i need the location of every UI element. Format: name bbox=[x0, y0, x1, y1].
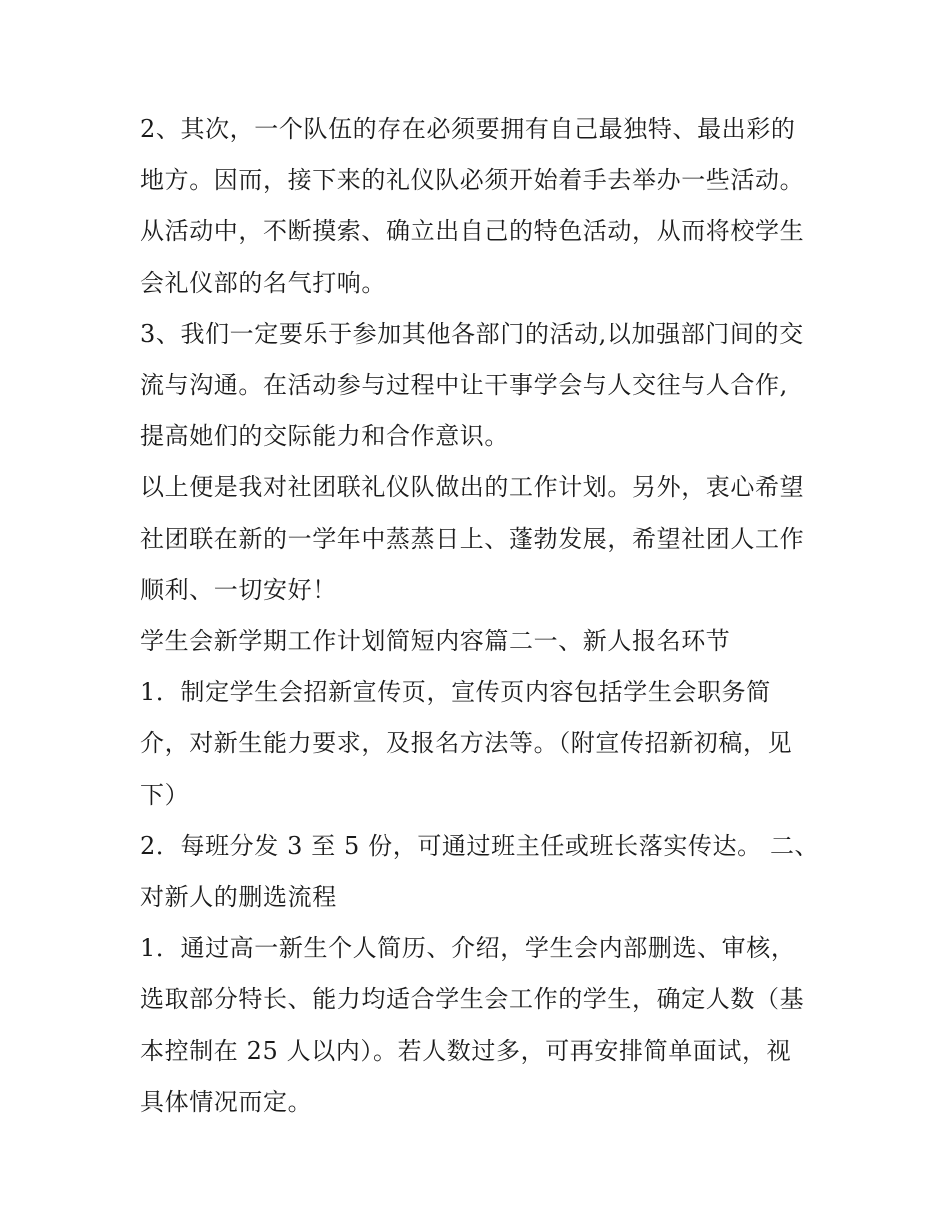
text-line: 地方。因而，接下来的礼仪队必须开始着手去举办一些活动。 bbox=[140, 166, 805, 195]
text-line: 2．每班分发 3 至 5 份，可通过班主任或班长落实传达。 二、 bbox=[140, 831, 820, 860]
text-line: 下） bbox=[140, 780, 190, 809]
text-line: 社团联在新的一学年中蒸蒸日上、蓬勃发展，希望社团人工作 bbox=[140, 524, 805, 553]
text-line: 从活动中，不断摸索、确立出自己的特色活动，从而将校学生 bbox=[140, 217, 805, 246]
text-line: 3、我们一定要乐于参加其他各部门的活动,以加强部门间的交 bbox=[140, 319, 804, 348]
text-line: 介，对新生能力要求，及报名方法等。（附宣传招新初稿，见 bbox=[140, 729, 793, 758]
text-line: 具体情况而定。 bbox=[140, 1087, 313, 1116]
text-line: 流与沟通。在活动参与过程中让干事学会与人交往与人合作, bbox=[140, 371, 788, 400]
text-line: 1．通过高一新生个人简历、介绍，学生会内部删选、审核， bbox=[140, 934, 796, 963]
section-heading: 学生会新学期工作计划简短内容篇二一、新人报名环节 bbox=[140, 627, 731, 656]
text-line: 选取部分特长、能力均适合学生会工作的学生，确定人数（基 bbox=[140, 985, 805, 1014]
text-line: 1．制定学生会招新宣传页，宣传页内容包括学生会职务简 bbox=[140, 678, 771, 707]
text-line: 会礼仪部的名气打响。 bbox=[140, 268, 386, 297]
text-line: 提高她们的交际能力和合作意识。 bbox=[140, 422, 509, 451]
text-line: 本控制在 25 人以内）。若人数过多，可再安排简单面试，视 bbox=[140, 1036, 792, 1065]
text-line: 顺利、一切安好！ bbox=[140, 575, 337, 604]
document-body bbox=[140, 104, 830, 1128]
text-line: 对新人的删选流程 bbox=[140, 883, 337, 912]
text-line: 2、其次，一个队伍的存在必须要拥有自己最独特、最出彩的 bbox=[140, 115, 796, 143]
text-line: 以上便是我对社团联礼仪队做出的工作计划。另外，衷心希望 bbox=[140, 473, 805, 502]
